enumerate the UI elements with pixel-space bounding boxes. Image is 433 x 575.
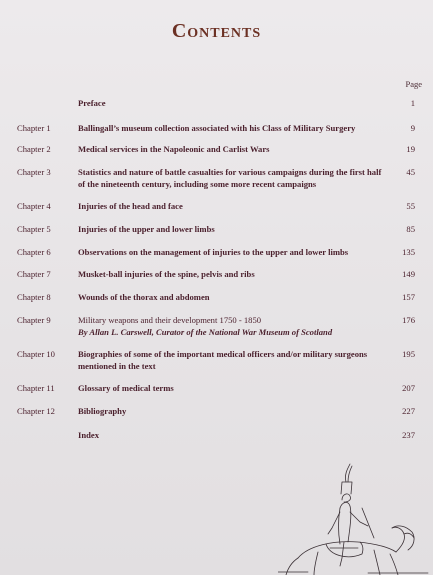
chapter-label: Chapter 10 <box>17 349 55 359</box>
page-number: 157 <box>402 292 415 302</box>
entry-title: Glossary of medical terms <box>78 383 174 393</box>
chapter-label: Chapter 4 <box>17 201 51 211</box>
chapter-label: Chapter 5 <box>17 224 51 234</box>
page-number: 1 <box>410 98 415 108</box>
entry-title: Ballingall’s museum collection associated with his Class of Military Surgery <box>78 123 356 133</box>
page-number: 176 <box>402 315 415 325</box>
entry-title: Biographies of some of the important medical officers and/or military surgeons mentioned in the text <box>78 349 368 371</box>
entry-title: Wounds of the thorax and abdomen <box>78 292 210 302</box>
page-number: 195 <box>402 349 415 359</box>
entry-title: Bibliography <box>78 406 127 416</box>
cavalryman-sketch-illustration <box>278 462 433 575</box>
page-number: 227 <box>402 406 415 416</box>
entry-title: Musket-ball injuries of the spine, pelvis and ribs <box>78 269 255 279</box>
entry-title: Military weapons and their development 1750 - 1850 <box>78 315 262 325</box>
chapter-label: Chapter 8 <box>17 292 51 302</box>
entry-title: Observations on the management of injuries to the upper and lower limbs <box>78 247 349 257</box>
chapter-label: Chapter 9 <box>17 315 51 325</box>
entry-subtitle: By Allan L. Carswell, Curator of the National War Museum of Scotland <box>78 327 333 337</box>
entry-title: Injuries of the head and face <box>78 201 183 211</box>
entry-title: Injuries of the upper and lower limbs <box>78 224 215 234</box>
page-number: 19 <box>406 144 415 154</box>
entry-title-block <box>78 314 383 338</box>
page-title: Contents <box>171 20 262 42</box>
page-number: 237 <box>402 430 415 440</box>
entry-title: Statistics and nature of battle casualties for various campaigns during the first half of the nineteenth century, including some more recent campaigns <box>78 167 382 189</box>
chapter-label: Chapter 6 <box>17 247 51 257</box>
chapter-label: Chapter 3 <box>17 167 51 177</box>
page-number: 9 <box>410 123 415 133</box>
chapter-label: Chapter 11 <box>17 383 55 393</box>
entry-title: Preface <box>78 98 106 108</box>
page-number: 55 <box>406 201 415 211</box>
entry-title: Medical services in the Napoleonic and Carlist Wars <box>78 144 270 154</box>
page-number: 149 <box>402 269 415 279</box>
page-column-header: Page <box>405 79 422 89</box>
page-number: 45 <box>406 167 415 177</box>
chapter-label: Chapter 2 <box>17 144 51 154</box>
chapter-label: Chapter 1 <box>17 123 51 133</box>
chapter-label: Chapter 7 <box>17 269 51 279</box>
page-number: 207 <box>402 383 415 393</box>
page-number: 85 <box>406 224 415 234</box>
chapter-label: Chapter 12 <box>17 406 55 416</box>
page-number: 135 <box>402 247 415 257</box>
entry-title: Index <box>78 430 100 440</box>
